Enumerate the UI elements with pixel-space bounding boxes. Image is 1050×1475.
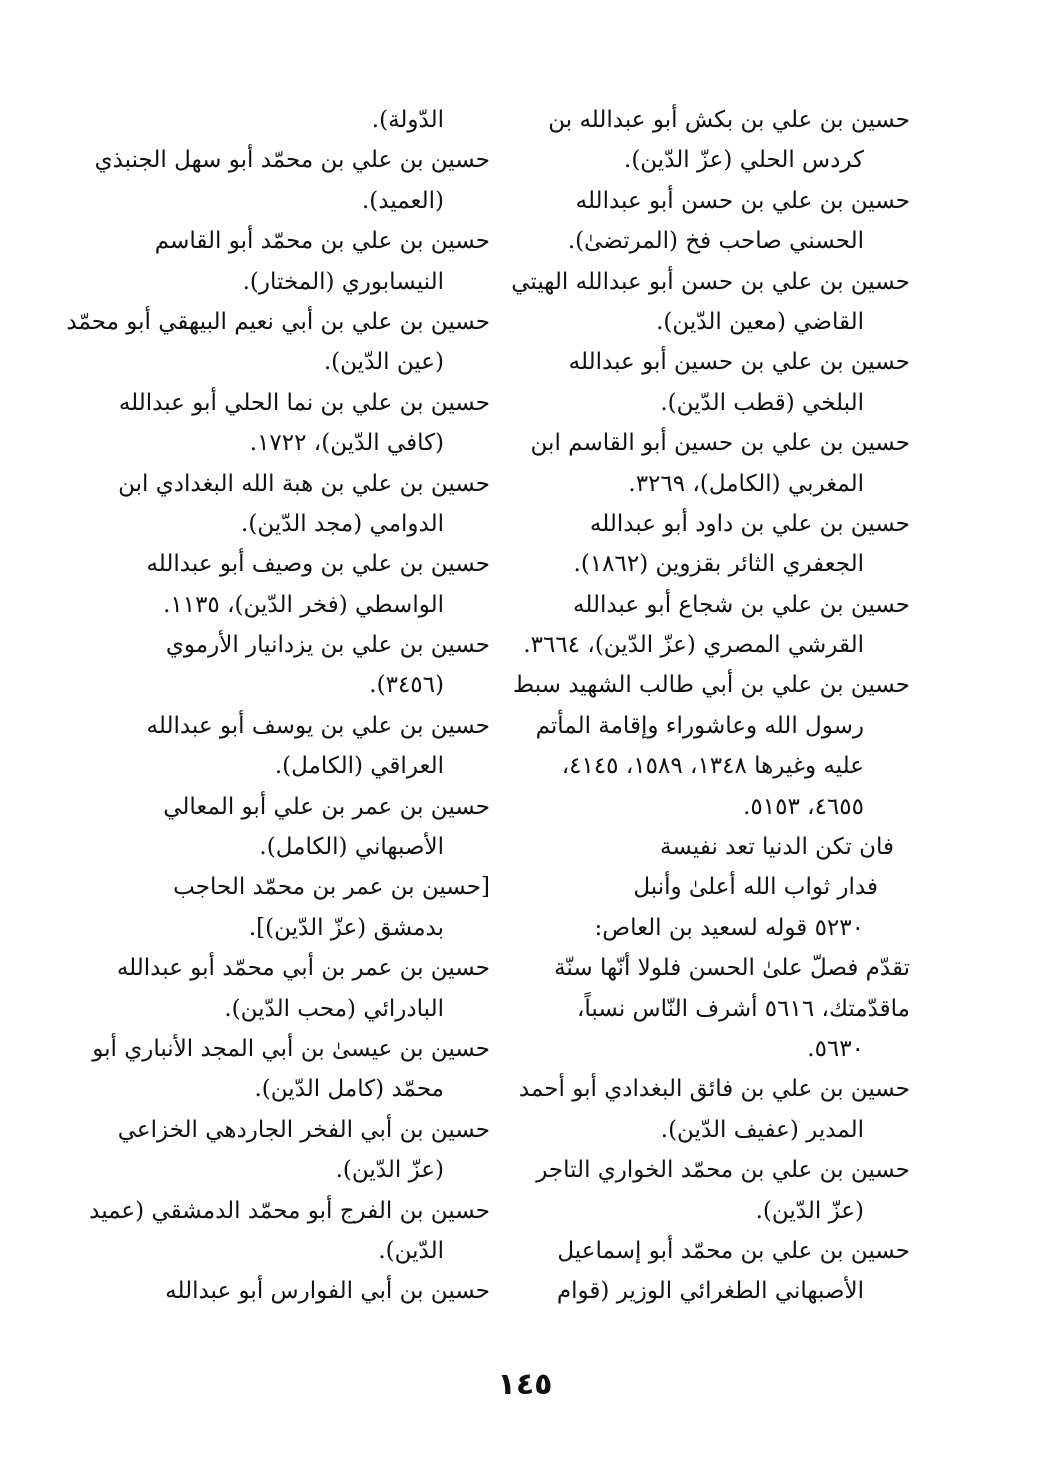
- index-entry-line: حسين بن علي بن هبة الله البغدادي ابن: [118, 470, 490, 497]
- index-entry-line: حسين بن علي بن فائق البغدادي أبو أحمد: [518, 1076, 910, 1103]
- index-entry-line: حسين بن علي بن أبي طالب الشهيد سبط: [512, 672, 910, 699]
- index-entry-line: حسين بن عمر بن علي أبو المعالي: [163, 793, 490, 820]
- index-entry-continuation: الدّولة).: [371, 107, 444, 133]
- index-entry-continuation: البلخي (قطب الدّين).: [660, 389, 864, 416]
- index-entry-continuation: النيسابوري (المختار).: [242, 268, 444, 295]
- index-entry-line: حسين بن علي بن محمّد أبو القاسم: [154, 228, 490, 255]
- index-entry-line: حسين بن علي بن داود أبو عبدالله: [589, 510, 910, 537]
- index-entry-line: حسين بن أبي الفوارس أبو عبدالله: [165, 1278, 490, 1305]
- index-entry-line: حسين بن علي بن نما الحلي أبو عبدالله: [118, 389, 490, 416]
- index-entry-continuation: الدّين).: [378, 1237, 444, 1264]
- page-number: ١٤٥: [497, 1367, 553, 1402]
- index-entry-line: حسين بن أبي الفخر الجاردهي الخزاعي: [117, 1116, 490, 1143]
- index-entry-line: حسين بن علي بن بكش أبو عبدالله بن: [548, 107, 910, 133]
- index-entry-continuation: (العميد).: [361, 187, 444, 214]
- index-entry-continuation: بدمشق (عزّ الدّين)].: [248, 914, 444, 941]
- index-entry-line: تقدّم فصلّ علىٰ الحسن فلولا أنّها سنّة: [554, 955, 910, 982]
- index-entry-continuation: (عزّ الدّين).: [335, 1157, 444, 1184]
- index-entry-continuation: ٥٦٣٠.: [807, 1035, 864, 1062]
- index-entry-continuation: ٥٢٣٠ قوله لسعيد بن العاص:: [594, 914, 864, 941]
- index-entry-continuation: المغربي (الكامل)، ٣٢٦٩.: [628, 470, 864, 497]
- index-entry-continuation: فدار ثواب الله أعلىٰ وأنبل: [633, 874, 878, 901]
- index-entry-continuation: المدير (عفيف الدّين).: [660, 1116, 864, 1143]
- index-entry-line: حسين بن علي بن شجاع أبو عبدالله: [573, 591, 910, 618]
- index-entry-continuation: الأصبهاني (الكامل).: [259, 834, 444, 861]
- index-entry-continuation: (كافي الدّين)، ١٧٢٢.: [249, 430, 444, 457]
- index-entry-continuation: رسول الله وعاشوراء وإقامة المأتم: [535, 712, 864, 739]
- index-entry-line: ماقدّمتك، ٥٦١٦ أشرف النّاس نسباً،: [576, 995, 910, 1022]
- index-entry-line: حسين بن الفرج أبو محمّد الدمشقي (عميد: [89, 1197, 490, 1224]
- index-entry-line: [حسين بن عمر بن محمّد الحاجب: [173, 874, 490, 901]
- index-entry-continuation: الواسطي (فخر الدّين)، ١١٣٥.: [163, 591, 444, 618]
- index-entry-line: حسين بن علي بن وصيف أبو عبدالله: [146, 551, 490, 578]
- index-entry-line: حسين بن عيسىٰ بن أبي المجد الأنباري أبو: [92, 1035, 490, 1062]
- index-entry-continuation: عليه وغيرها ١٣٤٨، ١٥٨٩، ٤١٤٥،: [561, 753, 864, 780]
- index-entry-line: حسين بن علي بن حسين أبو القاسم ابن: [530, 430, 910, 457]
- index-entry-line: حسين بن علي بن حسن أبو عبدالله الهيتي: [511, 268, 910, 295]
- index-entry-line: حسين بن علي بن حسن أبو عبدالله: [575, 187, 910, 214]
- index-entry-line: حسين بن علي بن يزدانيار الأرموي: [165, 632, 490, 659]
- index-entry-line: حسين بن علي بن حسين أبو عبدالله: [568, 349, 910, 376]
- index-entry-continuation: الحسني صاحب فخ (المرتضىٰ).: [567, 228, 864, 255]
- index-entry-continuation: فان تكن الدنيا تعد نفيسة: [660, 834, 894, 861]
- right-column: [511, 100, 910, 1312]
- index-entry-continuation: القرشي المصري (عزّ الدّين)، ٣٦٦٤.: [523, 632, 864, 659]
- index-entry-continuation: الدوامي (مجد الدّين).: [241, 510, 444, 537]
- index-entry-continuation: (٣٤٥٦).: [369, 672, 444, 699]
- index-entry-continuation: الجعفري الثائر بقزوين (١٨٦٢).: [573, 551, 864, 578]
- index-entry-continuation: الأصبهاني الطغرائي الوزير (قوام: [556, 1278, 864, 1305]
- index-entry-continuation: القاضي (معين الدّين).: [656, 308, 864, 335]
- index-entry-continuation: البادرائي (محب الدّين).: [224, 995, 444, 1022]
- index-entry-line: حسين بن علي بن محمّد أبو سهل الجنبذي: [94, 147, 490, 174]
- index-entry-continuation: محمّد (كامل الدّين).: [254, 1076, 444, 1103]
- index-entry-line: حسين بن علي بن يوسف أبو عبدالله: [146, 712, 490, 739]
- index-entry-line: حسين بن علي بن محمّد الخواري التاجر: [536, 1157, 910, 1184]
- index-entry-continuation: ٤٦٥٥، ٥١٥٣.: [743, 793, 864, 820]
- index-entry-line: حسين بن علي بن محمّد أبو إسماعيل: [557, 1237, 910, 1264]
- index-entry-line: حسين بن عمر بن أبي محمّد أبو عبدالله: [116, 955, 490, 982]
- index-entry-continuation: (عين الدّين).: [323, 349, 444, 376]
- index-entry-continuation: كردس الحلي (عزّ الدّين).: [624, 147, 864, 174]
- index-entry-continuation: (عزّ الدّين).: [755, 1197, 864, 1224]
- left-column: [66, 100, 490, 1312]
- index-entry-continuation: العراقي (الكامل).: [274, 753, 444, 780]
- index-entry-line: حسين بن علي بن أبي نعيم البيهقي أبو محمّد: [66, 308, 490, 335]
